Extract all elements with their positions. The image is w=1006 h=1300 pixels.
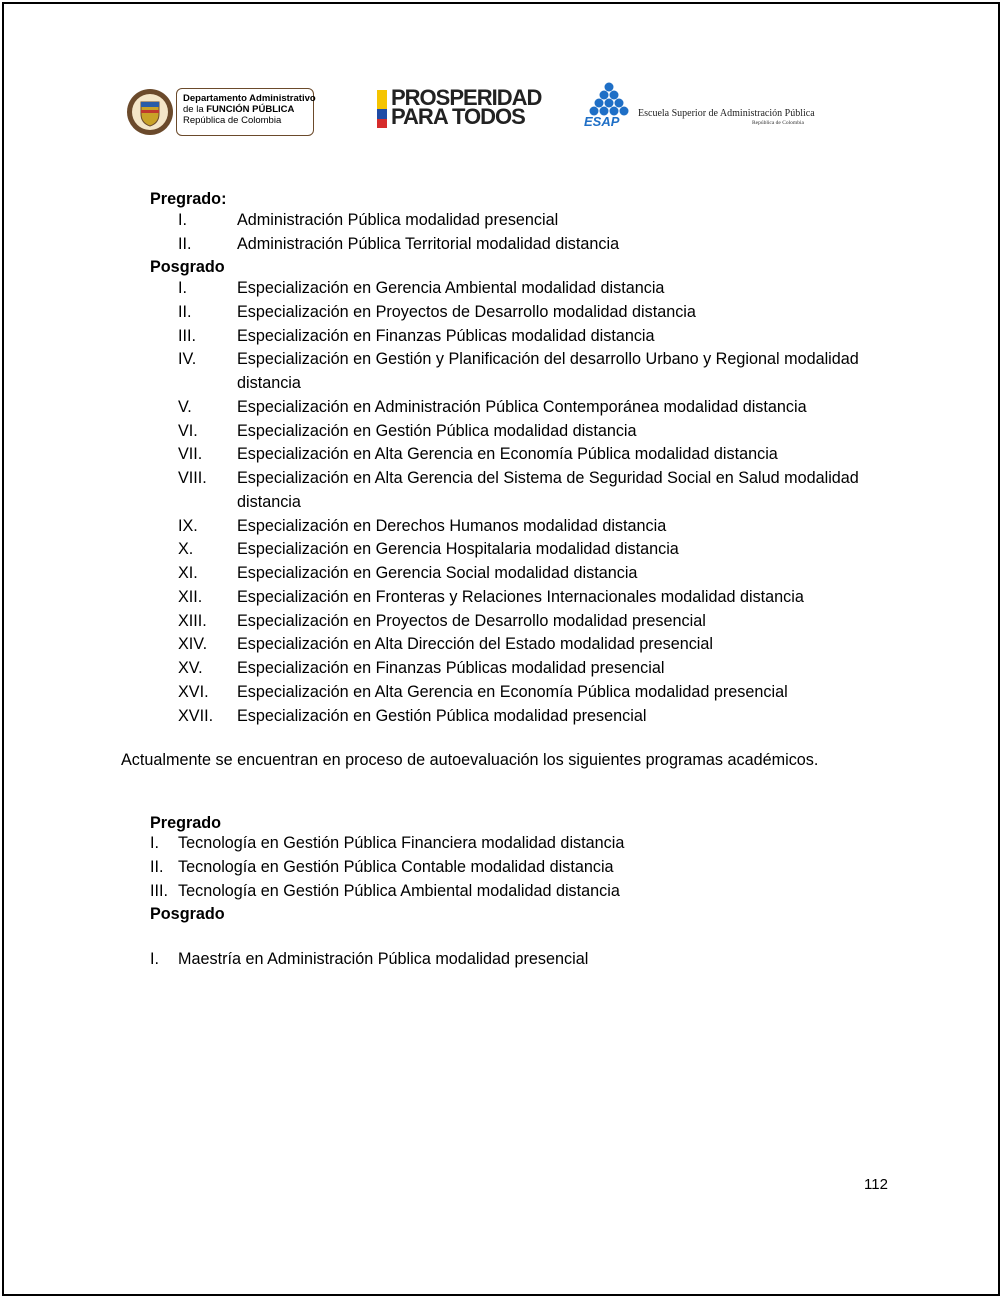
page-number: 112: [864, 1176, 888, 1193]
esap-name: Escuela Superior de Administración Pública: [638, 108, 815, 119]
posgrado-heading-2: Posgrado: [150, 905, 225, 923]
intro-paragraph: Actualmente se encuentran en proceso de autoevaluación los siguientes programas académicos.: [121, 751, 819, 769]
esap-subtitle: República de Colombia: [752, 120, 804, 126]
document-page: Departamento Administrativo de la FUNCIÓN PÚBLICA República de Colombia PROSPERIDAD PARA TODOS ESAP Escuela Superior de Administración Pública República de Colombia Pregrado: I. Administración Pública modalidad presencial II. Administración Pública Territorial modalidad distancia Posgrado I. Especialización en Gerencia Ambiental modalidad distancia II. Especialización en Proyectos de Desarrollo modalidad distancia III. Especialización en Finanzas Públicas modalidad distancia IV. Especialización en Gestión y Planificación del desarrollo Urbano y Regional modalidad distancia V. Especialización en Administración Pública Contemporánea modalidad distancia VI. Especialización en Gestión Pública modalidad distancia VII. Especialización en Alta Gerencia en Economía Pública modalidad distancia VIII. Especialización en Alta Gerencia del Sistema de Seguridad Social en Salud modalidad distancia IX. Especialización en Derechos Humanos modalidad distancia X. Especialización en Gerencia Hospitalaria modalidad distancia XI. Especialización en Gerencia Social modalidad distancia XII. Especialización en Fronteras y Relaciones Internacionales modalidad distancia XIII. Especialización en Proyectos de Desarrollo modalidad presencial XIV. Especialización en Alta Dirección del Estado modalidad presencial XV. Especialización en Finanzas Públicas modalidad presencial XVI. Especialización en Alta Gerencia en Economía Pública modalidad presencial XVII. Especialización en Gestión Pública modalidad presencial Actualmente se encuentran en proceso de autoevaluación los siguientes programas académicos. Pregrado I. Tecnología en Gestión Pública Financiera modalidad distancia II. Tecnología en Gestión Pública Contable modalidad distancia III. Tecnología en Gestión Pública Ambiental modalidad distancia Posgrado I. Maestría en Administración Pública modalidad presencial 112: [2, 2, 1000, 1296]
page-header: [4, 82, 998, 142]
colombia-shield-icon: [126, 86, 174, 138]
dafp-line-1: Departamento Administrativo: [183, 93, 316, 104]
colombia-flag-bar-icon: [377, 90, 387, 128]
prosperidad-text: PROSPERIDAD PARA TODOS: [391, 85, 542, 129]
posgrado-heading-1: Posgrado: [150, 258, 225, 276]
dafp-line-3: República de Colombia: [183, 115, 282, 126]
svg-text:ESAP: ESAP: [584, 114, 620, 128]
dafp-line-2: de la FUNCIÓN PÚBLICA: [183, 104, 295, 115]
pregrado-heading-1: Pregrado:: [150, 190, 227, 208]
esap-dots-icon: [582, 82, 636, 128]
dafp-logo: [126, 86, 316, 143]
dafp-name-box: [176, 88, 314, 136]
pregrado-heading-2: Pregrado: [150, 814, 222, 832]
